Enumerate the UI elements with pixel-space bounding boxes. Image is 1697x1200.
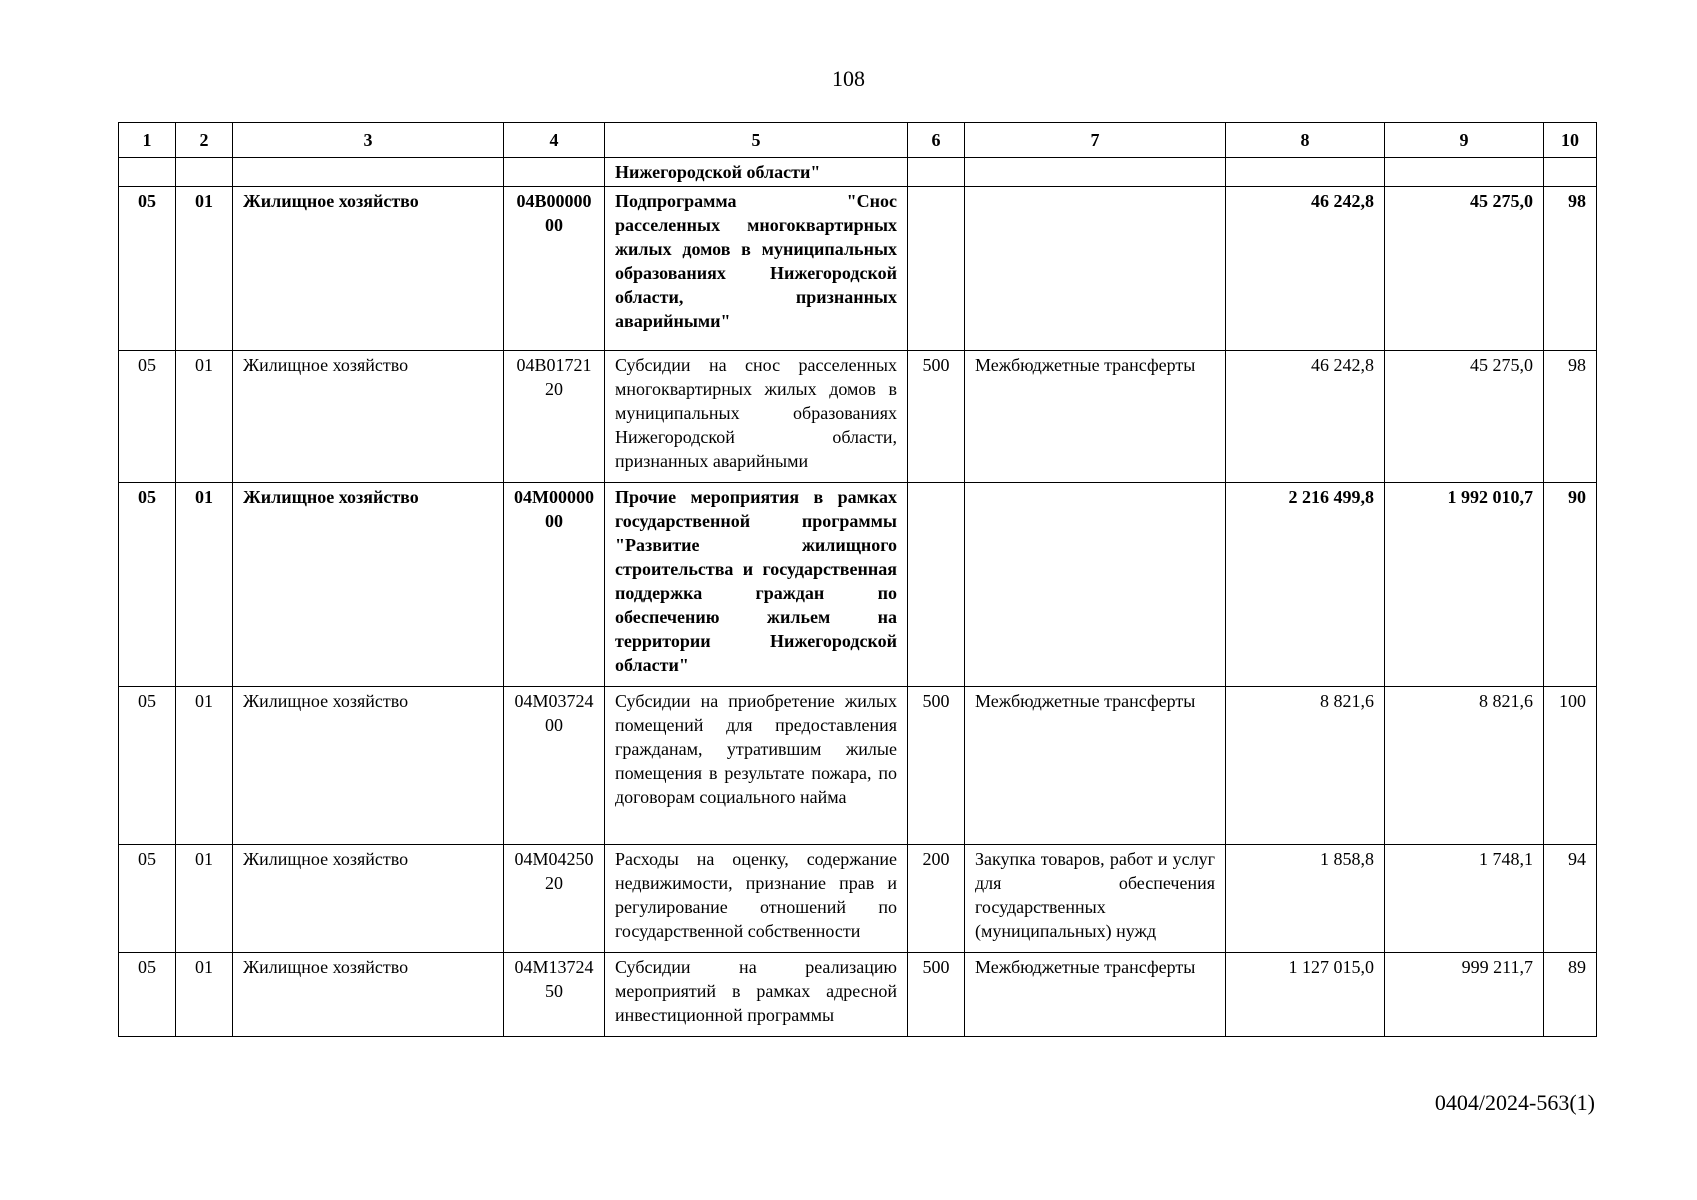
section-code: 05 [119, 187, 176, 351]
section-name: Жилищное хозяйство [233, 351, 504, 483]
table-row [119, 953, 1597, 1037]
subsection-code: 01 [176, 187, 233, 351]
expense-type-name [965, 187, 1226, 351]
executed-amount: 45 275,0 [1385, 351, 1544, 483]
section-name: Жилищное хозяйство [233, 187, 504, 351]
section-name [233, 158, 504, 187]
execution-percent: 89 [1544, 953, 1597, 1037]
expense-type-code: 500 [908, 953, 965, 1037]
subsection-code: 01 [176, 351, 233, 483]
table-row [119, 845, 1597, 953]
planned-amount: 46 242,8 [1226, 351, 1385, 483]
item-description: Прочие мероприятия в рамках государственной программы "Развитие жилищного строительства и государственная поддержка граждан по обеспечению жильем на территории Нижегородской области" [605, 483, 908, 687]
execution-percent: 98 [1544, 187, 1597, 351]
target-article-code: 04В0172120 [504, 351, 605, 483]
item-description: Субсидии на приобретение жилых помещений для предоставления гражданам, утратившим жилые помещения в результате пожара, по договорам социального найма [605, 687, 908, 845]
expense-type-code: 500 [908, 351, 965, 483]
planned-amount: 1 127 015,0 [1226, 953, 1385, 1037]
expense-type-name: Закупка товаров, работ и услуг для обеспечения государственных (муниципальных) нужд [965, 845, 1226, 953]
table-row [119, 687, 1597, 845]
item-description: Нижегородской области" [605, 158, 908, 187]
item-description: Подпрограмма "Снос расселенных многоквартирных жилых домов в муниципальных образованиях Нижегородской области, признанных аварийными" [605, 187, 908, 351]
page-number: 108 [832, 66, 865, 91]
expense-type-name: Межбюджетные трансферты [965, 687, 1226, 845]
column-header: 4 [504, 123, 605, 158]
document-id: 0404/2024-563(1) [1434, 1090, 1595, 1115]
expense-type-code [908, 158, 965, 187]
section-name: Жилищное хозяйство [233, 687, 504, 845]
expense-type-code [908, 187, 965, 351]
planned-amount: 2 216 499,8 [1226, 483, 1385, 687]
expense-type-code: 200 [908, 845, 965, 953]
column-header: 2 [176, 123, 233, 158]
section-code: 05 [119, 687, 176, 845]
section-name: Жилищное хозяйство [233, 953, 504, 1037]
expense-type-name [965, 483, 1226, 687]
executed-amount: 8 821,6 [1385, 687, 1544, 845]
expense-type-name [965, 158, 1226, 187]
planned-amount: 1 858,8 [1226, 845, 1385, 953]
expense-type-name: Межбюджетные трансферты [965, 953, 1226, 1037]
target-article-code: 04М0425020 [504, 845, 605, 953]
section-code: 05 [119, 845, 176, 953]
executed-amount: 45 275,0 [1385, 187, 1544, 351]
execution-percent: 100 [1544, 687, 1597, 845]
subsection-code [176, 158, 233, 187]
expense-type-code [908, 483, 965, 687]
execution-percent: 98 [1544, 351, 1597, 483]
section-code: 05 [119, 483, 176, 687]
execution-percent: 94 [1544, 845, 1597, 953]
column-header: 10 [1544, 123, 1597, 158]
planned-amount [1226, 158, 1385, 187]
executed-amount: 1 748,1 [1385, 845, 1544, 953]
executed-amount: 999 211,7 [1385, 953, 1544, 1037]
section-code: 05 [119, 953, 176, 1037]
table-row [119, 351, 1597, 483]
planned-amount: 8 821,6 [1226, 687, 1385, 845]
header-row [119, 123, 1597, 158]
item-description: Субсидии на снос расселенных многоквартирных жилых домов в муниципальных образованиях Нижегородской области, признанных аварийными [605, 351, 908, 483]
subsection-code: 01 [176, 953, 233, 1037]
target-article-code [504, 158, 605, 187]
section-name: Жилищное хозяйство [233, 483, 504, 687]
section-code: 05 [119, 351, 176, 483]
budget-table [118, 122, 1597, 1037]
target-article-code: 04М1372450 [504, 953, 605, 1037]
expense-type-name: Межбюджетные трансферты [965, 351, 1226, 483]
subsection-code: 01 [176, 687, 233, 845]
subsection-code: 01 [176, 483, 233, 687]
expense-type-code: 500 [908, 687, 965, 845]
target-article-code: 04М0000000 [504, 483, 605, 687]
column-header: 7 [965, 123, 1226, 158]
planned-amount: 46 242,8 [1226, 187, 1385, 351]
table-row [119, 483, 1597, 687]
column-header: 1 [119, 123, 176, 158]
column-header: 3 [233, 123, 504, 158]
target-article-code: 04М0372400 [504, 687, 605, 845]
column-header: 9 [1385, 123, 1544, 158]
subsection-code: 01 [176, 845, 233, 953]
execution-percent: 90 [1544, 483, 1597, 687]
executed-amount [1385, 158, 1544, 187]
section-name: Жилищное хозяйство [233, 845, 504, 953]
item-description: Расходы на оценку, содержание недвижимости, признание прав и регулирование отношений по государственной собственности [605, 845, 908, 953]
target-article-code: 04В0000000 [504, 187, 605, 351]
execution-percent [1544, 158, 1597, 187]
column-header: 8 [1226, 123, 1385, 158]
table-row [119, 158, 1597, 187]
item-description: Субсидии на реализацию мероприятий в рамках адресной инвестиционной программы [605, 953, 908, 1037]
table-row [119, 187, 1597, 351]
column-header: 5 [605, 123, 908, 158]
section-code [119, 158, 176, 187]
executed-amount: 1 992 010,7 [1385, 483, 1544, 687]
column-header: 6 [908, 123, 965, 158]
